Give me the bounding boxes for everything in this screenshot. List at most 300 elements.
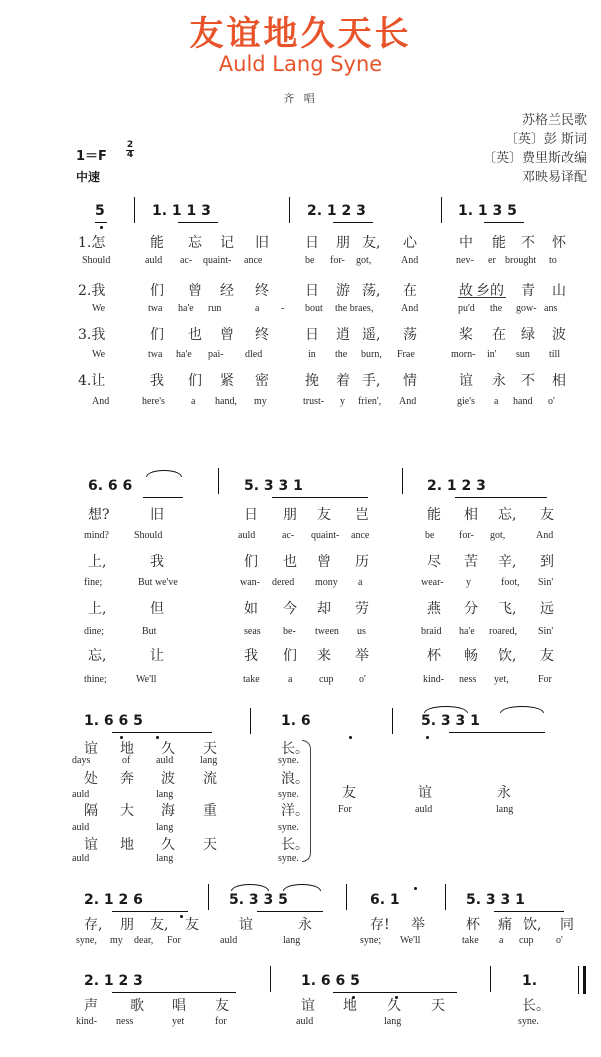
lyric: frien', xyxy=(358,396,382,407)
lyric: trust- xyxy=(303,396,325,407)
lyric: Sin' xyxy=(538,626,554,637)
lyric: 们 xyxy=(244,554,258,570)
lyric: 3.我 xyxy=(78,327,106,343)
lyric: run xyxy=(208,303,222,314)
credit-arranger: 〔英〕费里斯改编 xyxy=(482,151,587,166)
lyric: 朋 xyxy=(120,917,134,933)
lyric: lang xyxy=(156,789,174,800)
lyric: till xyxy=(549,349,561,360)
lyric: 洋。 xyxy=(281,803,309,819)
bar-line xyxy=(289,197,290,223)
lyric: 想? xyxy=(88,507,110,523)
lyric: 荡, xyxy=(362,283,381,299)
lyric: ac- xyxy=(282,530,295,541)
lyric: syne. xyxy=(278,755,299,766)
lyric: 但 xyxy=(150,601,164,617)
lyric: 存, xyxy=(84,917,103,933)
lyric: be xyxy=(305,255,315,266)
lyric: 畅 xyxy=(464,648,478,664)
lyric: ans xyxy=(544,303,558,314)
lyric: ance xyxy=(244,255,263,266)
lyric: 也 xyxy=(283,554,297,570)
lyric: 不 xyxy=(521,235,535,251)
lyric: seas xyxy=(244,626,261,637)
lyric: quaint- xyxy=(203,255,232,266)
lyric: er xyxy=(488,255,496,266)
lyric: 谊 xyxy=(84,741,98,757)
lyric: 让 xyxy=(150,648,164,664)
lyric: 浪。 xyxy=(281,771,309,787)
lyric: We xyxy=(92,303,106,314)
lyric: We'll xyxy=(136,674,157,685)
duration-underline xyxy=(455,497,547,498)
bar-line xyxy=(490,966,491,992)
octave-dot-below xyxy=(100,226,103,229)
lyric: cup xyxy=(519,935,534,946)
lyric: 曾 xyxy=(188,283,202,299)
note-group: 5. 3 3 1 xyxy=(421,713,480,729)
lyric: 长。 xyxy=(281,837,309,853)
lyric: 波 xyxy=(161,771,175,787)
lyric: 永 xyxy=(492,373,506,389)
time-signature xyxy=(126,141,134,160)
tie-slur xyxy=(146,470,182,477)
song-title-english: Auld Lang Syne xyxy=(218,52,383,76)
bar-line xyxy=(250,708,251,734)
lyric: 杯 xyxy=(466,917,480,933)
lyric: hand, xyxy=(215,396,237,407)
lyric: 2.我 xyxy=(78,283,106,299)
tempo-marking: 中速 xyxy=(76,170,101,184)
verse-brace xyxy=(302,740,311,862)
lyric: pu'd xyxy=(458,303,475,314)
lyric: kind- xyxy=(76,1016,98,1027)
lyric: 中 xyxy=(459,235,473,251)
lyric: 地 xyxy=(343,998,357,1014)
lyric: auld xyxy=(72,789,90,800)
lyric: 长。 xyxy=(281,741,309,757)
lyric: 能 xyxy=(427,507,441,523)
lyric: 天 xyxy=(203,837,217,853)
lyric: a xyxy=(255,303,260,314)
lyric: 谊 xyxy=(239,917,253,933)
lyric: the xyxy=(490,303,503,314)
lyric: for- xyxy=(330,255,345,266)
lyric: For xyxy=(338,804,352,815)
lyric: - xyxy=(281,303,285,314)
lyric: of xyxy=(122,755,131,766)
performance-note: 齐 唱 xyxy=(283,92,318,105)
lyric: 心 xyxy=(403,235,417,251)
lyric: 不 xyxy=(521,373,535,389)
lyric: 青 xyxy=(521,283,535,299)
lyric: 日 xyxy=(305,327,319,343)
lyric: 劳 xyxy=(355,601,369,617)
lyric: 地 xyxy=(120,741,134,757)
lyric: And xyxy=(536,530,554,541)
octave-dot-below xyxy=(349,736,352,739)
lyric: in' xyxy=(487,349,497,360)
lyric: lang xyxy=(156,853,174,864)
lyric: Sin' xyxy=(538,577,554,588)
note-group: 2. 1 2 3 xyxy=(307,203,366,219)
duration-underline xyxy=(178,222,218,223)
lyric: for- xyxy=(459,530,474,541)
bar-line xyxy=(402,468,403,494)
lyric: a xyxy=(191,396,196,407)
bar-line xyxy=(346,884,347,910)
lyric: hand xyxy=(513,396,533,407)
lyric: auld xyxy=(72,822,90,833)
lyric: auld xyxy=(220,935,238,946)
lyric: for xyxy=(215,1016,227,1027)
bar-line xyxy=(208,884,209,910)
lyric: 忘, xyxy=(88,648,107,664)
lyric: syne. xyxy=(518,1016,539,1027)
lyric: auld xyxy=(296,1016,314,1027)
lyric: 到 xyxy=(540,554,554,570)
lyric: 久 xyxy=(161,741,175,757)
lyric: 经 xyxy=(220,283,234,299)
lyric: my xyxy=(110,935,123,946)
lyric: We xyxy=(92,349,106,360)
lyric: mind? xyxy=(84,530,109,541)
lyric: got, xyxy=(490,530,506,541)
lyric: auld xyxy=(72,853,90,864)
duration-underline xyxy=(272,497,368,498)
lyric: 上, xyxy=(88,601,107,617)
lyric: got, xyxy=(356,255,372,266)
lyric: 终 xyxy=(255,327,269,343)
lyric: yet xyxy=(172,1016,185,1027)
lyric: twa xyxy=(148,349,163,360)
lyric: 故 xyxy=(459,283,473,299)
lyric: 游 xyxy=(336,283,350,299)
lyric: lang xyxy=(384,1016,402,1027)
lyric: 远 xyxy=(540,601,554,617)
credit-lyricist: 〔英〕彭 斯词 xyxy=(504,132,587,147)
lyric: 久 xyxy=(387,998,401,1014)
lyric: 友 xyxy=(342,785,356,801)
lyric: 荡 xyxy=(403,327,417,343)
lyric: o' xyxy=(359,674,366,685)
lyric: roared, xyxy=(489,626,518,637)
duration-underline xyxy=(449,732,545,733)
lyric: 手, xyxy=(362,373,381,389)
lyric: 4.让 xyxy=(78,373,106,389)
lyric: auld xyxy=(238,530,256,541)
lyric: dine; xyxy=(84,626,104,637)
lyric: 我 xyxy=(244,648,258,664)
lyric: 逍 xyxy=(336,327,350,343)
note-group: 2. 1 2 3 xyxy=(427,478,486,494)
lyric: 也 xyxy=(188,327,202,343)
lyric: 日 xyxy=(305,283,319,299)
tie-slur xyxy=(283,884,321,891)
lyric: a xyxy=(499,935,504,946)
lyric: 友, xyxy=(150,917,169,933)
lyric: 在 xyxy=(403,283,417,299)
lyric: a xyxy=(358,577,363,588)
lyric: syne. xyxy=(278,853,299,864)
lyric: We'll xyxy=(400,935,421,946)
lyric: 辛, xyxy=(498,554,517,570)
note-group: 5. 3 3 5 xyxy=(229,892,288,908)
note-group: 1. 6 xyxy=(281,713,311,729)
lyric: 大 xyxy=(120,803,134,819)
lyric: dled xyxy=(245,349,263,360)
lyric: 如 xyxy=(244,601,258,617)
lyric: 永 xyxy=(298,917,312,933)
lyric: in xyxy=(308,349,316,360)
lyric: 怀 xyxy=(552,235,566,251)
note-group: 5 xyxy=(95,203,105,219)
lyric: 奔 xyxy=(120,771,134,787)
lyric: 朋 xyxy=(283,507,297,523)
note-group: 5. 3 3 1 xyxy=(466,892,525,908)
lyric: ha'e xyxy=(176,349,192,360)
lyric: 天 xyxy=(203,741,217,757)
lyric: pai- xyxy=(208,349,224,360)
lyric: 旧 xyxy=(150,507,164,523)
note-group: 1. 1 3 5 xyxy=(458,203,517,219)
duration-underline xyxy=(112,911,188,912)
lyric: 举 xyxy=(355,648,369,664)
lyric: morn- xyxy=(451,349,476,360)
lyric: 分 xyxy=(464,601,478,617)
lyric: And xyxy=(92,396,110,407)
lyric: 终 xyxy=(255,283,269,299)
lyric: 桨 xyxy=(459,327,473,343)
lyric: 友 xyxy=(317,507,331,523)
lyric: 日 xyxy=(244,507,258,523)
lyric: 饮, xyxy=(498,648,517,664)
lyric: gow- xyxy=(516,303,537,314)
lyric: 重 xyxy=(203,803,217,819)
bar-line xyxy=(134,197,135,223)
lyric: 遥, xyxy=(362,327,381,343)
duration-underline xyxy=(484,222,524,223)
lyric: 在 xyxy=(492,327,506,343)
tie-slur xyxy=(424,706,468,713)
bar-line xyxy=(441,197,442,223)
lyric: 忘 xyxy=(188,235,202,251)
lyric: 今 xyxy=(283,601,297,617)
lyric: to xyxy=(549,255,557,266)
lyric: 声 xyxy=(84,998,98,1014)
lyric: 忘, xyxy=(498,507,517,523)
duration-underline xyxy=(494,911,564,912)
octave-dot-below xyxy=(426,736,429,739)
lyric: 海 xyxy=(161,803,175,819)
note-group: 6. 1 xyxy=(370,892,400,908)
bar-line xyxy=(445,884,446,910)
lyric: us xyxy=(357,626,366,637)
lyric: 能 xyxy=(492,235,506,251)
credit-origin: 苏格兰民歌 xyxy=(521,113,587,128)
lyric: 谊 xyxy=(84,837,98,853)
lyric: syne. xyxy=(278,822,299,833)
duration-underline xyxy=(333,222,373,223)
lyric: wan- xyxy=(240,577,260,588)
lyric: yet, xyxy=(494,674,509,685)
lyric: 久 xyxy=(161,837,175,853)
lyric: 存! xyxy=(370,917,390,933)
lyric: wear- xyxy=(421,577,444,588)
lyric: 绿 xyxy=(521,327,535,343)
lyric: 谊 xyxy=(301,998,315,1014)
lyric: y xyxy=(466,577,471,588)
lyric: o' xyxy=(548,396,555,407)
lyric: lang xyxy=(283,935,301,946)
lyric: 曾 xyxy=(317,554,331,570)
note-group: 1. 6 6 5 xyxy=(84,713,143,729)
lyric: syne; xyxy=(360,935,382,946)
lyric: 记 xyxy=(220,235,234,251)
lyric: take xyxy=(462,935,479,946)
lyric: But we've xyxy=(138,577,178,588)
lyric: my xyxy=(254,396,267,407)
lyric: 相 xyxy=(552,373,566,389)
lyric: 举 xyxy=(411,917,425,933)
lyric: auld xyxy=(145,255,163,266)
lyric: 我 xyxy=(150,554,164,570)
lyric: And xyxy=(399,396,417,407)
lyric: 密 xyxy=(255,373,269,389)
note-group: 6. 6 6 xyxy=(88,478,133,494)
lyric: 相 xyxy=(464,507,478,523)
lyric: 飞, xyxy=(498,601,517,617)
lyric: o' xyxy=(556,935,563,946)
tie-slur xyxy=(500,706,544,713)
lyric: 友 xyxy=(540,507,554,523)
lyric: cup xyxy=(319,674,334,685)
lyric: mony xyxy=(315,577,338,588)
lyric: 友 xyxy=(540,648,554,664)
lyric: brought xyxy=(505,255,537,266)
time-signature-top: 2 xyxy=(126,140,134,150)
lyric: gie's xyxy=(457,396,475,407)
lyric: lang xyxy=(496,804,514,815)
lyric: 岂 xyxy=(355,507,369,523)
note-group: 2. 1 2 3 xyxy=(84,973,143,989)
duration-underline xyxy=(257,911,323,912)
lyric: Should xyxy=(134,530,163,541)
lyric: syne, xyxy=(76,935,97,946)
lyric: be xyxy=(425,530,435,541)
lyric: ness xyxy=(459,674,477,685)
lyric: 们 xyxy=(150,327,164,343)
duration-underline xyxy=(333,992,457,993)
lyric: 长。 xyxy=(522,998,550,1014)
key-signature: 1＝F xyxy=(76,149,107,164)
lyric: twa xyxy=(148,303,163,314)
final-bar-line xyxy=(578,966,579,994)
lyric: 曾 xyxy=(220,327,234,343)
lyric: be- xyxy=(283,626,296,637)
lyric: ac- xyxy=(180,255,193,266)
lyric: thine; xyxy=(84,674,107,685)
lyric: a xyxy=(288,674,293,685)
lyric: fine; xyxy=(84,577,103,588)
final-bar-line-thick xyxy=(583,966,586,994)
lyric: And xyxy=(401,255,419,266)
lyric: 唱 xyxy=(172,998,186,1014)
lyric: 燕 xyxy=(427,601,441,617)
lyric: 谊 xyxy=(459,373,473,389)
note-group: 5. 3 3 1 xyxy=(244,478,303,494)
bar-line xyxy=(270,966,271,992)
lyric: 们 xyxy=(150,283,164,299)
lyric: 友, xyxy=(362,235,381,251)
bar-line xyxy=(392,708,393,734)
octave-dot-below xyxy=(180,915,183,918)
bar-line xyxy=(218,468,219,494)
octave-dot-above xyxy=(414,887,417,890)
duration-underline xyxy=(95,222,107,223)
lyric: dear, xyxy=(134,935,154,946)
lyric: 波 xyxy=(552,327,566,343)
lyric: 紧 xyxy=(220,373,234,389)
lyric: auld xyxy=(415,804,433,815)
lyric: 痛 xyxy=(498,917,512,933)
lyric: dered xyxy=(272,577,295,588)
lyric: Frae xyxy=(397,349,415,360)
lyric: the braes, xyxy=(335,303,374,314)
lyric: 们 xyxy=(188,373,202,389)
lyric: 永 xyxy=(497,785,511,801)
song-title-chinese: 友谊地久天长 xyxy=(189,14,412,54)
lyric: the xyxy=(335,349,348,360)
lyric: But xyxy=(142,626,157,637)
lyric: lang xyxy=(200,755,218,766)
lyric: 乡的 xyxy=(476,283,504,299)
lyric: here's xyxy=(142,396,165,407)
lyric: syne. xyxy=(278,789,299,800)
lyric: 1.怎 xyxy=(78,235,106,251)
lyric: 尽 xyxy=(427,554,441,570)
tie-slur xyxy=(231,884,269,891)
lyric: And xyxy=(401,303,419,314)
lyric: 来 xyxy=(317,648,331,664)
lyric: auld xyxy=(156,755,174,766)
lyric: 日 xyxy=(305,235,319,251)
lyric: burn, xyxy=(361,349,382,360)
lyric-underline xyxy=(458,297,506,298)
lyric: 朋 xyxy=(336,235,350,251)
lyric: 杯 xyxy=(427,648,441,664)
note-group: 1. xyxy=(522,973,538,989)
octave-dot-below xyxy=(156,736,159,739)
lyric: 山 xyxy=(552,283,566,299)
lyric: 处 xyxy=(84,771,98,787)
lyric: ha'e xyxy=(459,626,475,637)
lyric: For xyxy=(167,935,181,946)
note-group: 2. 1 2 6 xyxy=(84,892,143,908)
lyric: 挽 xyxy=(305,373,319,389)
lyric: a xyxy=(494,396,499,407)
lyric: 能 xyxy=(150,235,164,251)
note-group: 1. 6 6 5 xyxy=(301,973,360,989)
lyric: 友 xyxy=(215,998,229,1014)
lyric: foot, xyxy=(501,577,520,588)
lyric: take xyxy=(243,674,260,685)
lyric: 流 xyxy=(203,771,217,787)
lyric: 隔 xyxy=(84,803,98,819)
lyric: 地 xyxy=(120,837,134,853)
lyric: 旧 xyxy=(255,235,269,251)
lyric: braid xyxy=(421,626,442,637)
